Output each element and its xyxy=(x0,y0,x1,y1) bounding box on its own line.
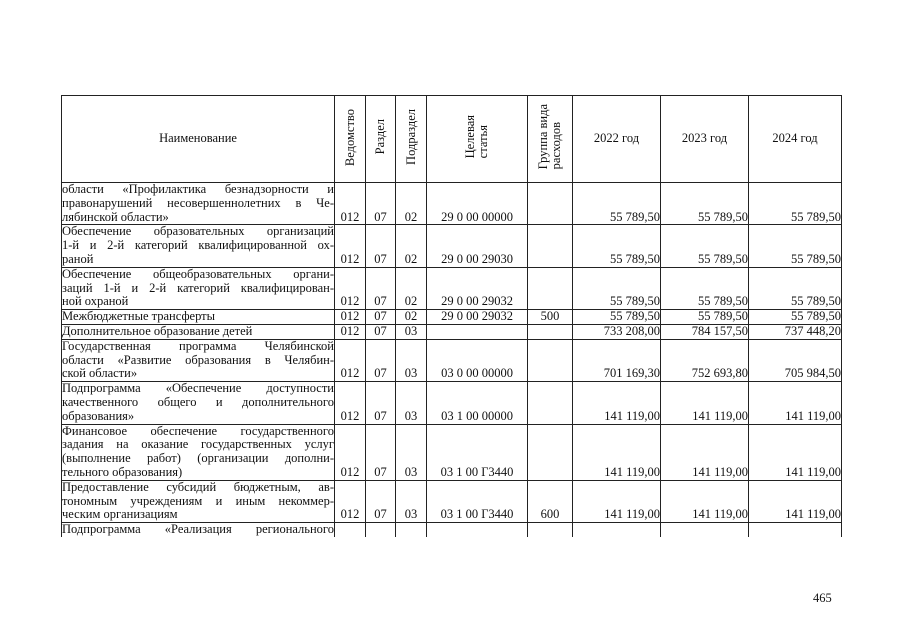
row-name-cell xyxy=(62,523,335,537)
row-name-cell xyxy=(62,310,335,325)
row-name-cell xyxy=(62,324,335,339)
gruppa-vida-cell xyxy=(528,424,573,480)
razdel-cell: 07 xyxy=(366,339,396,381)
row-name-line: правонарушений несовершеннолетних в Че- xyxy=(62,195,334,210)
razdel-cell xyxy=(366,523,396,537)
celevaya-statya-cell: 03 1 00 Г3440 xyxy=(427,480,528,522)
celevaya-statya-cell xyxy=(427,523,528,537)
row-name-cell xyxy=(62,267,335,309)
amount-2024-cell: 705 984,50 xyxy=(749,339,842,381)
razdel-cell: 07 xyxy=(366,480,396,522)
podrazdel-cell: 02 xyxy=(396,267,427,309)
row-name-line: Финансовое обеспечение государственного xyxy=(62,423,334,438)
row-name-line: тономным учреждениям и иным некоммер- xyxy=(62,493,334,508)
header-year-2022: 2022 год xyxy=(573,96,661,183)
row-name-line: области «Профилактика безнадзорности и xyxy=(62,182,334,196)
row-name-line: 1-й и 2-й категорий квалифицированной ох- xyxy=(62,238,334,253)
row-name-line: Межбюджетные трансферты xyxy=(62,309,216,324)
amount-2024-cell: 55 789,50 xyxy=(749,225,842,267)
razdel-cell: 07 xyxy=(366,424,396,480)
amount-2022-cell: 141 119,00 xyxy=(573,424,661,480)
razdel-cell: 07 xyxy=(366,382,396,424)
header-gruppa-vida-rashodov: Группа видарасходов xyxy=(528,96,573,183)
amount-2022-cell: 141 119,00 xyxy=(573,480,661,522)
row-name-cell xyxy=(62,339,335,381)
podrazdel-cell xyxy=(396,523,427,537)
row-name-line: ческим организациям xyxy=(62,507,178,522)
vedomstvo-cell: 012 xyxy=(335,424,366,480)
razdel-cell: 07 xyxy=(366,324,396,339)
row-name-line: Государственная программа Челябинской xyxy=(62,338,334,353)
amount-2024-cell: 55 789,50 xyxy=(749,183,842,225)
razdel-cell: 07 xyxy=(366,183,396,225)
amount-2023-cell: 752 693,80 xyxy=(661,339,749,381)
vedomstvo-cell: 012 xyxy=(335,480,366,522)
amount-2024-cell: 141 119,00 xyxy=(749,424,842,480)
amount-2022-cell: 733 208,00 xyxy=(573,324,661,339)
gruppa-vida-cell xyxy=(528,267,573,309)
row-name-line: Предоставление субсидий бюджетным, ав- xyxy=(62,479,334,494)
table-row xyxy=(62,183,842,225)
row-name-line: ной охраной xyxy=(62,294,129,309)
header-year-2023: 2023 год xyxy=(661,96,749,183)
header-celevaya-statya: Целеваястатья xyxy=(427,96,528,183)
amount-2022-cell: 141 119,00 xyxy=(573,382,661,424)
budget-table xyxy=(61,95,842,537)
amount-2024-cell: 141 119,00 xyxy=(749,480,842,522)
razdel-cell: 07 xyxy=(366,310,396,325)
amount-2022-cell: 55 789,50 xyxy=(573,310,661,325)
table-row xyxy=(62,324,842,339)
celevaya-statya-cell: 03 0 00 00000 xyxy=(427,339,528,381)
row-name-cell xyxy=(62,225,335,267)
row-name-cell xyxy=(62,424,335,480)
celevaya-statya-cell: 29 0 00 29030 xyxy=(427,225,528,267)
celevaya-statya-cell: 03 1 00 00000 xyxy=(427,382,528,424)
amount-2024-cell: 55 789,50 xyxy=(749,310,842,325)
celevaya-statya-cell: 29 0 00 00000 xyxy=(427,183,528,225)
gruppa-vida-cell: 500 xyxy=(528,310,573,325)
vedomstvo-cell xyxy=(335,523,366,537)
vedomstvo-cell: 012 xyxy=(335,225,366,267)
row-name-line: (выполнение работ) (организации дополни- xyxy=(62,451,334,466)
row-name-line: области «Развитие образования в Челябин- xyxy=(62,352,334,367)
amount-2022-cell: 55 789,50 xyxy=(573,225,661,267)
gruppa-vida-cell xyxy=(528,183,573,225)
celevaya-statya-cell: 03 1 00 Г3440 xyxy=(427,424,528,480)
row-name-line: раной xyxy=(62,251,94,266)
row-name-line: лябинской области» xyxy=(62,209,169,224)
row-name-line: задания на оказание государственных услуг xyxy=(62,437,334,452)
podrazdel-cell: 03 xyxy=(396,480,427,522)
podrazdel-cell: 03 xyxy=(396,424,427,480)
row-name-cell xyxy=(62,480,335,522)
gruppa-vida-cell xyxy=(528,382,573,424)
amount-2023-cell: 55 789,50 xyxy=(661,225,749,267)
table-row xyxy=(62,310,842,325)
amount-2022-cell: 55 789,50 xyxy=(573,183,661,225)
vedomstvo-cell: 012 xyxy=(335,183,366,225)
amount-2023-cell: 141 119,00 xyxy=(661,424,749,480)
amount-2023-cell: 141 119,00 xyxy=(661,480,749,522)
row-name-cell xyxy=(62,183,335,225)
row-name-line: образования» xyxy=(62,408,135,423)
table-row xyxy=(62,225,842,267)
gruppa-vida-cell xyxy=(528,324,573,339)
podrazdel-cell: 03 xyxy=(396,324,427,339)
table-row xyxy=(62,480,842,522)
vedomstvo-cell: 012 xyxy=(335,339,366,381)
header-row xyxy=(62,96,842,183)
header-year-2024: 2024 год xyxy=(749,96,842,183)
celevaya-statya-cell: 29 0 00 29032 xyxy=(427,310,528,325)
podrazdel-cell: 02 xyxy=(396,310,427,325)
row-name-line: заций 1-й и 2-й категорий квалифицирован- xyxy=(62,280,334,295)
amount-2023-cell: 55 789,50 xyxy=(661,310,749,325)
celevaya-statya-cell: 29 0 00 29032 xyxy=(427,267,528,309)
table-row xyxy=(62,339,842,381)
amount-2023-cell: 55 789,50 xyxy=(661,267,749,309)
row-name-line: Дополнительное образование детей xyxy=(62,323,253,338)
row-name-line: тельного образования) xyxy=(62,464,183,479)
header-podrazdel: Подраздел xyxy=(396,96,427,183)
table-row xyxy=(62,382,842,424)
razdel-cell: 07 xyxy=(366,225,396,267)
amount-2022-cell xyxy=(573,523,661,537)
header-name: Наименование xyxy=(62,96,335,183)
amount-2023-cell: 55 789,50 xyxy=(661,183,749,225)
amount-2024-cell: 141 119,00 xyxy=(749,382,842,424)
gruppa-vida-cell: 600 xyxy=(528,480,573,522)
podrazdel-cell: 03 xyxy=(396,339,427,381)
podrazdel-cell: 02 xyxy=(396,225,427,267)
table-row xyxy=(62,267,842,309)
amount-2023-cell: 784 157,50 xyxy=(661,324,749,339)
amount-2024-cell: 737 448,20 xyxy=(749,324,842,339)
table-row xyxy=(62,523,842,537)
vedomstvo-cell: 012 xyxy=(335,382,366,424)
header-vedomstvo: Ведомство xyxy=(335,96,366,183)
amount-2024-cell: 55 789,50 xyxy=(749,267,842,309)
podrazdel-cell: 03 xyxy=(396,382,427,424)
amount-2022-cell: 55 789,50 xyxy=(573,267,661,309)
amount-2024-cell xyxy=(749,523,842,537)
gruppa-vida-cell xyxy=(528,523,573,537)
row-name-line: Обеспечение образовательных организаций xyxy=(62,224,334,239)
row-name-cell xyxy=(62,382,335,424)
row-name-line: ской области» xyxy=(62,366,138,381)
page-number: 465 xyxy=(813,591,832,605)
amount-2023-cell: 141 119,00 xyxy=(661,382,749,424)
table-row xyxy=(62,424,842,480)
amount-2023-cell xyxy=(661,523,749,537)
row-name-line: Обеспечение общеобразовательных органи- xyxy=(62,266,334,281)
vedomstvo-cell: 012 xyxy=(335,267,366,309)
gruppa-vida-cell xyxy=(528,339,573,381)
row-name-line: качественного общего и дополнительного xyxy=(62,394,334,409)
row-name-line: Подпрограмма «Реализация регионального xyxy=(62,522,334,537)
amount-2022-cell: 701 169,30 xyxy=(573,339,661,381)
table-body xyxy=(62,183,842,537)
celevaya-statya-cell xyxy=(427,324,528,339)
razdel-cell: 07 xyxy=(366,267,396,309)
row-name-line: Подпрограмма «Обеспечение доступности xyxy=(62,381,334,396)
vedomstvo-cell: 012 xyxy=(335,310,366,325)
header-razdel: Раздел xyxy=(366,96,396,183)
vedomstvo-cell: 012 xyxy=(335,324,366,339)
gruppa-vida-cell xyxy=(528,225,573,267)
podrazdel-cell: 02 xyxy=(396,183,427,225)
